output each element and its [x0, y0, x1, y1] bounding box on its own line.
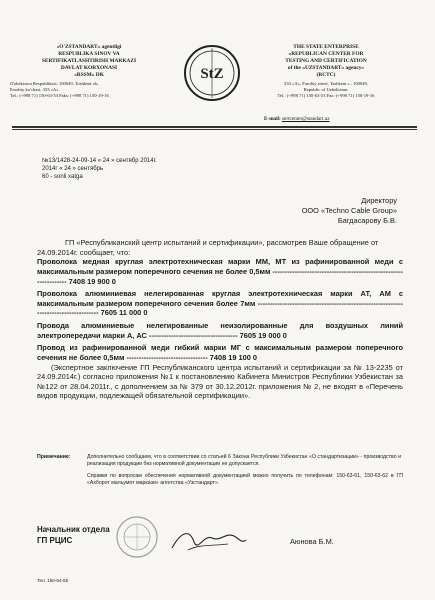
header-divider: [12, 126, 417, 128]
header-right-line: (RCTC): [316, 72, 336, 79]
footer-tel: Тел. 150-64-55: [37, 578, 69, 583]
note-text: Дополнительно сообщаем, что в соответствии со статьей 6 Закона Республики Узбекистан «О стандартизации» - производство и реализация продукции без нормативной документации не допускается.: [87, 454, 401, 468]
note-reference: Справки по вопросам обеспечения нормативной документацией можно получить по телефонам: 150-63-61, 150-63-62 в ГП «Ахборот мальумот маркази» агентства «Узстандарт».: [87, 472, 403, 486]
signatory-name: Аюнова Б.М.: [290, 537, 334, 546]
signature-mark-icon: [168, 524, 248, 556]
header-right-line: «REPUBLICAN CENTER FOR: [288, 51, 364, 58]
email-link[interactable]: sertcenter@standart.uz: [282, 116, 330, 122]
signature-position-line: Начальник отдела: [37, 525, 110, 534]
addressee-company: ООО «Techno Cable Group»: [301, 205, 397, 215]
product-code: 7408 19 900 0: [68, 276, 116, 286]
address-line: 333 «A», Farobiy street, Tashkent c., 100049,: [284, 81, 368, 87]
product-text: Провод из рафинированной меди гибкий марки МГ с максимальным размером поперечного сечения не более 0,5мм ---------------------------------: [37, 343, 403, 362]
product-code: 7408 19 100 0: [209, 352, 258, 362]
uzstandart-logo-icon: [183, 44, 241, 102]
address-line: Farobiy ko'chasi, 333 «A»: [10, 87, 59, 93]
addressee-title: Директору: [361, 196, 397, 205]
header-right-line: TESTING AND CERTIFICATION: [285, 58, 367, 65]
addressee-block: [245, 196, 397, 226]
header-left-line: RESPUBLIKA SINOV VA: [58, 51, 120, 58]
header-right-line: of the «UZSTANDART» agency»: [287, 65, 365, 72]
header-right-address: [246, 81, 406, 99]
product-text: Провода алюминиевые нелегированные неизолированные для воздушных линий электропередачи марки А, АС ------------------------------------: [37, 321, 403, 340]
header-left-line: DAVLAT KORXONASI: [60, 65, 118, 72]
explanation-paragraph: (Экспертное заключение ГП Республиканского центра испытаний и сертификации за № 13-2235 от 24.09.2014г.) согласно приложения №1 к постановлению Кабинета Министров Республики Узбекистан за №122 от 28.04.2011г., с дополнением за № 379 от 30.12.2012г. приложения № 2, не входят в «Перечень видов продукции, подлежащей обязательной сертификации».: [37, 362, 403, 401]
product-item: [37, 321, 403, 340]
letter-body: [37, 238, 403, 401]
product-item: [37, 289, 403, 318]
email-label: E-mail:: [264, 116, 281, 122]
header-left-address: [10, 81, 168, 99]
header-email: [264, 116, 330, 122]
addressee-name: Багдасарову Б.В.: [337, 215, 397, 225]
address-line: O'zbekiston Respublikasi, 100049, Toshkent sh.,: [10, 81, 100, 87]
header-divider-thin: [12, 129, 417, 130]
note-block: [37, 454, 403, 487]
product-text: Проволока алюминиевая нелегированная круглая электротехническая марки АТ, АМ с максимальным размером поперечного сечения более 7мм ------------------------------------------------------------------------------------: [37, 289, 403, 318]
logo-text: StZ: [200, 66, 224, 82]
product-item: [37, 257, 403, 286]
reference-number: №13/1428-24-09-14 « 24 » сентябр 2014г.: [42, 158, 157, 164]
signature-position: [37, 525, 110, 547]
product-code: 7605 11 000 0: [100, 308, 148, 318]
signature-position-line: ГП РЦИС: [37, 535, 73, 545]
header-left-line: «O'ZSTANDART» agentligi: [56, 44, 122, 50]
address-line: Tel.: (+998 71) 150-63-53 Fax: (+998 71) 150-19-16: [277, 93, 375, 99]
reference-letter: 60 - sonli xatga: [42, 174, 83, 181]
header-right-line: THE STATE ENTERPRISE: [293, 44, 359, 50]
product-text: Проволока медная круглая электротехническая марки ММ, МТ из рафинированной меди с максимальным размером поперечного сечения не более 0,5мм -----------------------------------------------------------------: [37, 257, 403, 286]
intro-paragraph: ГП «Республиканский центр испытаний и сертификации», рассмотрев Ваше обращение от 24.09.2014г. сообщает, что:: [37, 238, 379, 257]
product-item: [37, 343, 403, 362]
note-label: Примечание:: [37, 454, 71, 460]
header-left-line: SERTIFIKATLASHTIRISH MARKAZI: [41, 58, 137, 65]
reference-block: [42, 157, 157, 181]
address-line: Republic of Uzbekistan.: [303, 87, 349, 93]
header-left-block: [10, 44, 168, 99]
reference-date: 2014г « 24 » сентябрь: [42, 166, 104, 173]
product-code: 7605 19 000 0: [239, 330, 287, 340]
header-right-block: [246, 44, 406, 99]
header-left-line: «RSSM» DK: [74, 72, 104, 79]
stamp-icon: [115, 515, 159, 559]
address-line: Tel.: (+998 71) 150-63-53 Faks: (+998 71) 150-19-16: [10, 93, 109, 99]
